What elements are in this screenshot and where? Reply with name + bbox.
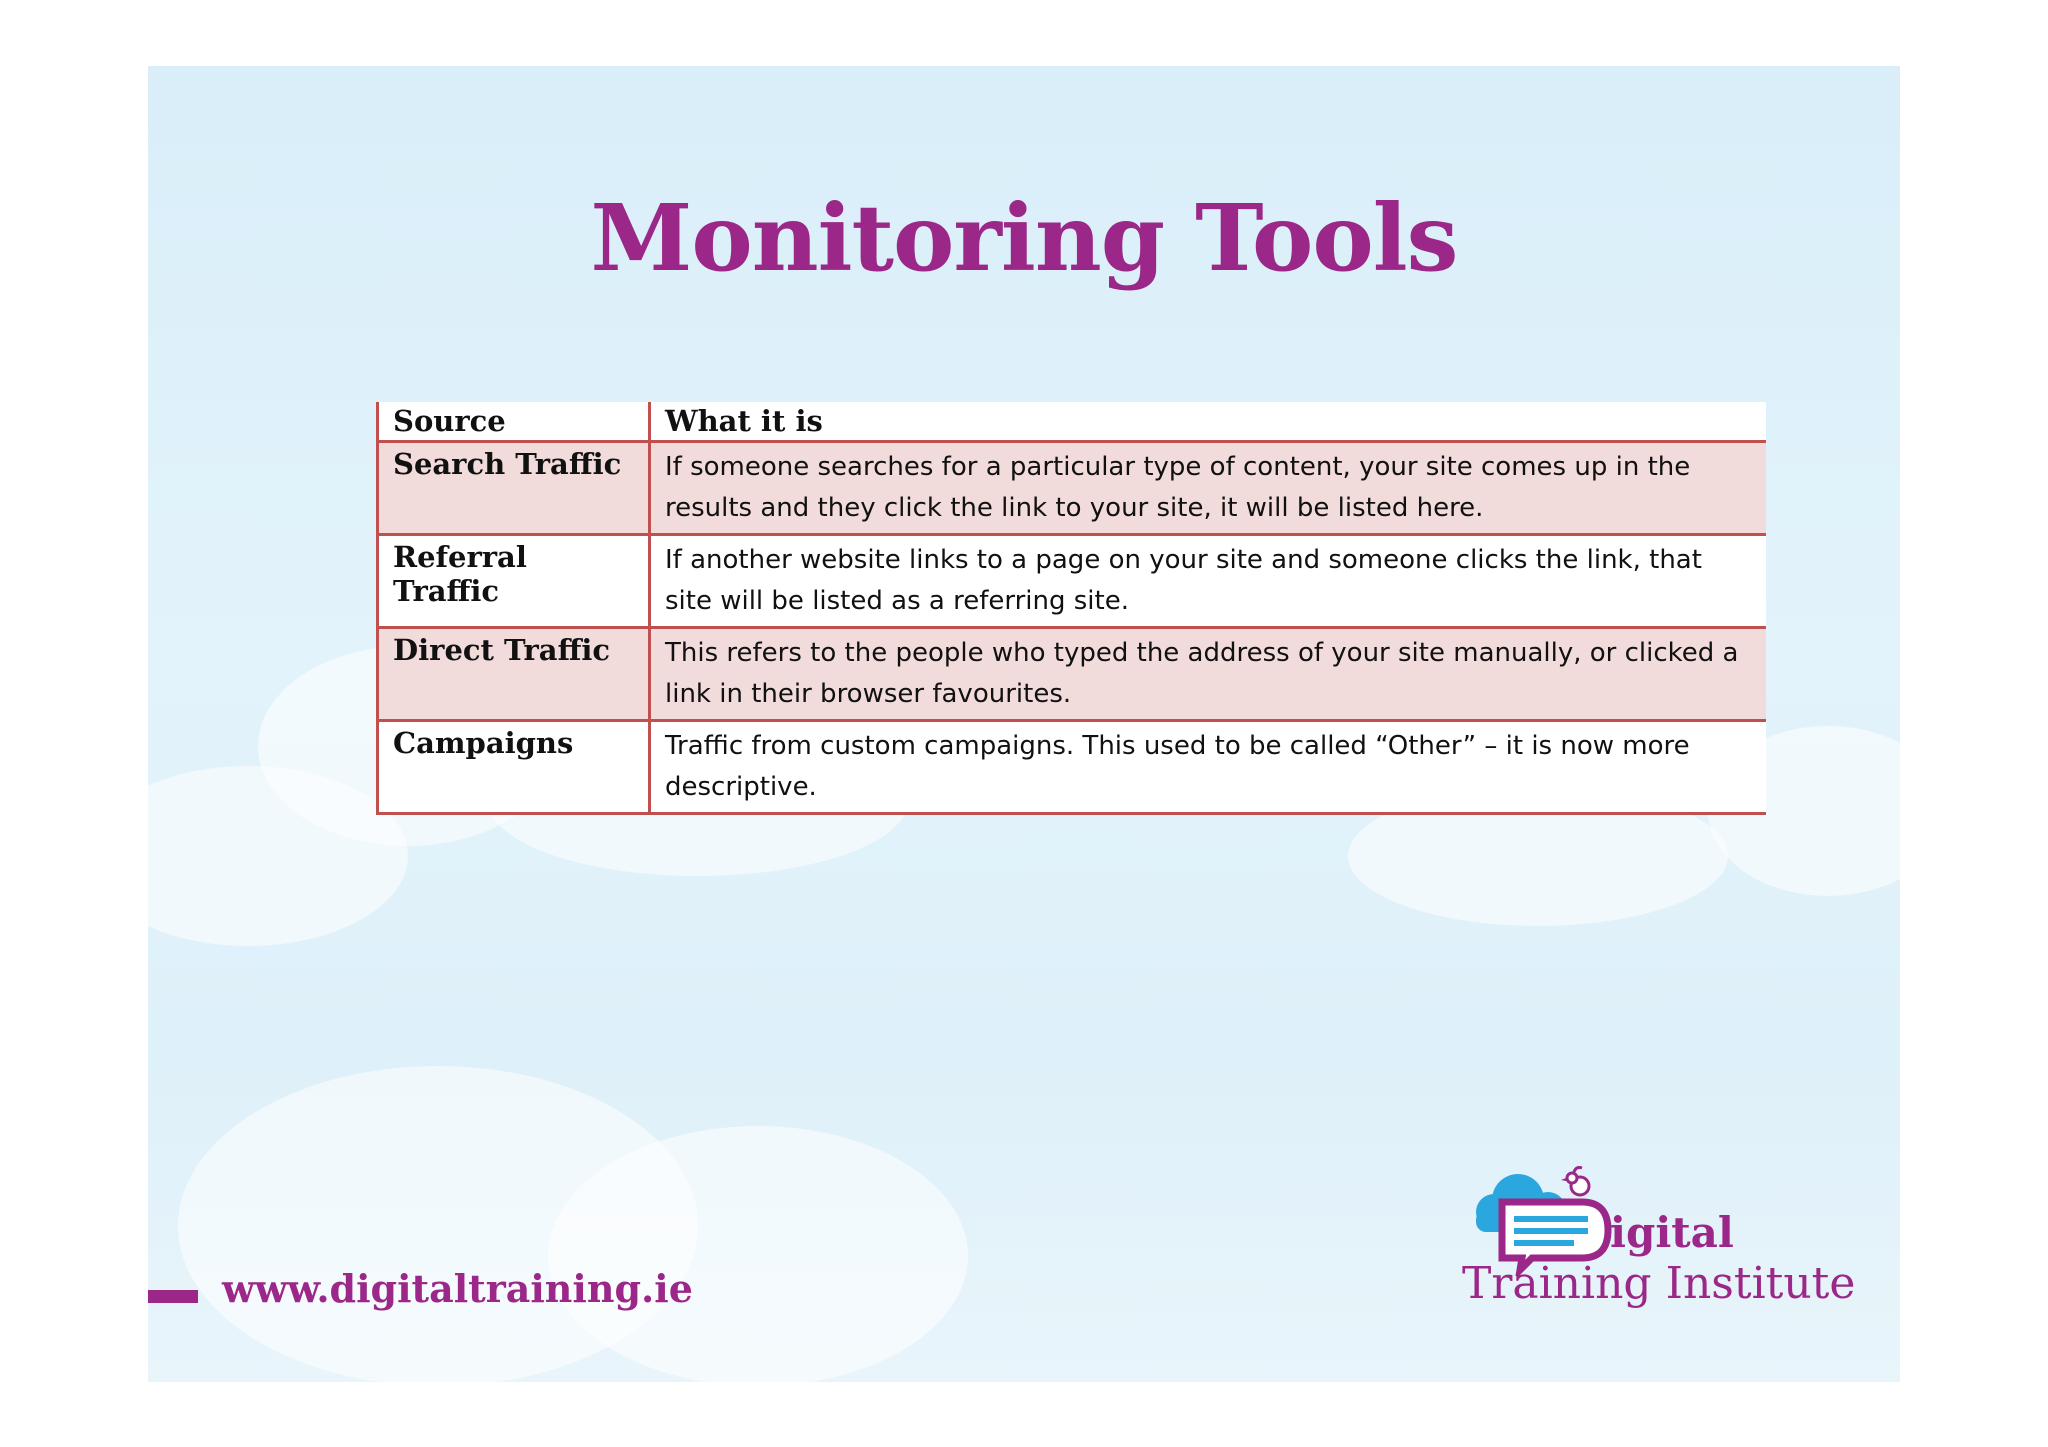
row-description: If someone searches for a particular type of content, your site comes up in the results and they click the link to your site, it will be listed here. (650, 442, 1766, 535)
row-description: If another website links to a page on your site and someone clicks the link, that site will be listed as a referring site. (650, 535, 1766, 628)
slide-title: Monitoring Tools (590, 184, 1458, 292)
slide (148, 66, 1900, 1382)
website-link[interactable]: www.digitaltraining.ie (222, 1266, 693, 1311)
table-row (378, 628, 1766, 721)
traffic-sources-table (376, 402, 1766, 815)
logo-subtitle: Training Institute (1462, 1258, 1856, 1309)
table-row (378, 442, 1766, 535)
digital-training-institute-logo (1462, 1166, 1862, 1376)
footer-accent-bar (148, 1290, 198, 1303)
table-header-row (378, 402, 1766, 442)
row-description: Traffic from custom campaigns. This used to be called “Other” – it is now more descriptive. (650, 721, 1766, 814)
row-description: This refers to the people who typed the address of your site manually, or clicked a link in their browser favourites. (650, 628, 1766, 721)
row-source: Referral Traffic (378, 535, 650, 628)
row-source: Direct Traffic (378, 628, 650, 721)
row-source: Search Traffic (378, 442, 650, 535)
table-row (378, 535, 1766, 628)
logo-wordmark: igital (1610, 1208, 1734, 1257)
background-cloud (548, 1126, 968, 1382)
column-header-source: Source (378, 402, 650, 442)
column-header-what-it-is: What it is (650, 402, 1766, 442)
row-source: Campaigns (378, 721, 650, 814)
table-row (378, 721, 1766, 814)
